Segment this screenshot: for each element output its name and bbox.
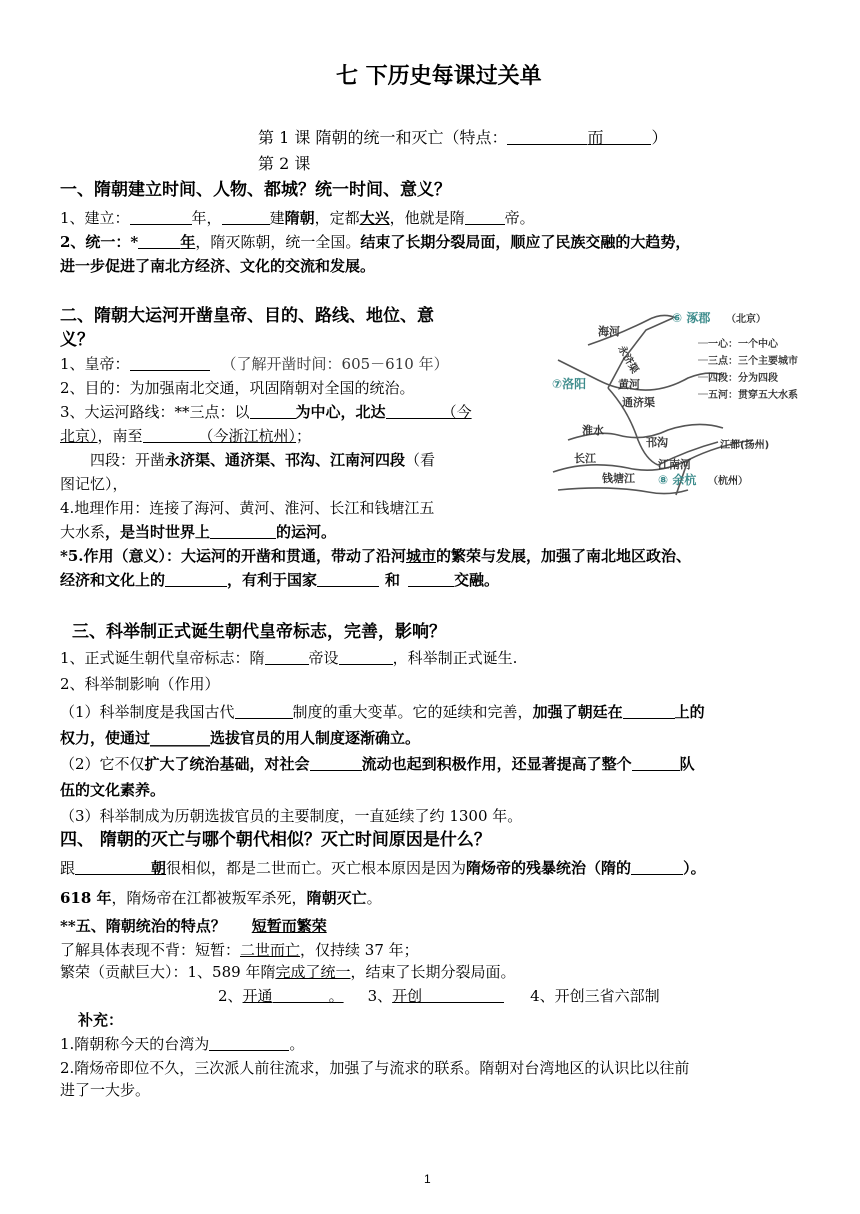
s2-line-7: 4.地理作用：连接了海河、黄河、淮河、长江和钱塘江五 <box>60 499 435 517</box>
s2-line-6: 图记忆）， <box>60 475 128 493</box>
supplement-line-1 <box>60 1034 304 1054</box>
text: （了解开凿时间：605－610 年） <box>221 355 449 373</box>
s4-line-1 <box>60 858 706 878</box>
blank <box>130 354 210 371</box>
text: 4、开创三省六部制 <box>530 987 660 1005</box>
s2-line-8 <box>60 522 336 542</box>
text: 2、 <box>218 987 243 1005</box>
blank <box>210 522 276 539</box>
grand-canal-map <box>548 300 836 500</box>
text: 跟 <box>60 859 76 877</box>
text: 流动也起到积极作用，还显著提高了整个 <box>361 755 632 773</box>
section-4-heading: 四、 隋朝的灭亡与哪个朝代相似？灭亡时间原因是什么？ <box>60 830 491 850</box>
section-2-heading: 二、隋朝大运河开凿皇帝、目的、路线、地位、意 <box>60 306 434 326</box>
text: （今 <box>441 403 472 421</box>
text: 和 <box>385 571 401 589</box>
text: 完成了统一 <box>275 963 351 981</box>
s3-para-1-cont: 权力，使通过________选拔官员的用人制度逐渐确立。 <box>60 729 421 747</box>
text: 结束了长期分裂局面，顺应了民族交融的大趋势， <box>360 233 691 251</box>
lesson-1-mid: 而 <box>587 128 604 147</box>
s2-line-9 <box>60 546 691 566</box>
blank <box>235 702 293 719</box>
s4-line-2 <box>60 888 382 908</box>
text: **五、隋朝统治的特点？ <box>60 917 226 935</box>
text: 交融。 <box>454 571 500 589</box>
text: 1、正式诞生朝代皇帝标志：隋 <box>60 649 265 667</box>
blank <box>386 402 442 419</box>
text: 为中心，北达 <box>295 403 386 421</box>
text: 制度的重大变革。它的延续和完善， <box>292 703 533 721</box>
text: 队 <box>679 755 695 773</box>
supplement-heading: 补充： <box>78 1011 124 1029</box>
text: 2、统一：* <box>60 233 139 251</box>
blank <box>631 858 683 875</box>
s1-line-1 <box>60 208 535 228</box>
text: 开通 <box>242 987 273 1005</box>
text: 上的 <box>674 703 705 721</box>
text: 很相似，都是二世而亡。灭亡根本原因是因为 <box>166 859 467 877</box>
map-label-jiangdu: 江都(扬州) <box>720 440 770 451</box>
text: ； <box>296 427 312 445</box>
s2-line-4 <box>60 426 311 446</box>
map-label-huanghe: 黄河 <box>618 378 640 391</box>
map-label-yuhang: ⑧ 余杭 <box>658 473 697 487</box>
text: 开创 <box>392 987 423 1005</box>
text: ，是当时世界上 <box>105 523 211 541</box>
page-title: 七 下历史每课过关单 <box>336 63 542 89</box>
qiantang-river-line <box>558 488 688 494</box>
map-label-huaishui: 淮水 <box>582 424 604 437</box>
lesson-1-text: 第 1 课 隋朝的统一和灭亡（特点： <box>258 128 508 147</box>
text: 1.隋朝称今天的台湾为 <box>60 1035 210 1053</box>
blank <box>408 570 454 587</box>
text: 永济渠、通济渠、邗沟、江南河四段 <box>165 451 406 469</box>
section-5-answer: 短暂而繁荣 <box>251 917 327 935</box>
blank <box>632 754 680 771</box>
text: 帝。 <box>504 209 535 227</box>
map-label-changjiang: 长江 <box>574 452 596 465</box>
s3-para-3: （3）科举制成为历朝选拔官员的主要制度，一直延续了约 1300 年。 <box>60 807 523 825</box>
text: ，结束了长期分裂局面。 <box>350 963 516 981</box>
text: （1）科举制度是我国古代 <box>60 703 235 721</box>
map-label-zhuojun: ⑥ 涿郡 <box>672 311 711 325</box>
supplement-line-3: 进了一大步。 <box>60 1081 151 1099</box>
text: ，隋灭陈朝，统一全国。 <box>195 233 361 251</box>
text: ，南至 <box>97 427 143 445</box>
s3-para-2 <box>60 754 695 774</box>
text: 年 <box>180 233 196 251</box>
text: ，科举制正式诞生. <box>392 649 518 667</box>
text: *5.作用（意义）：大运河的开凿和贯通，带动了沿河 <box>60 547 407 565</box>
text: 隋炀帝的残暴统治（隋的 <box>466 859 632 877</box>
text: ）。 <box>683 859 706 877</box>
text: 年， <box>191 209 222 227</box>
s1-line-3: 进一步促进了南北方经济、文化的交流和发展。 <box>60 257 376 275</box>
text: 3、 <box>367 987 393 1005</box>
text: 1、皇帝： <box>60 355 130 373</box>
map-label-beijing: （北京） <box>726 314 766 325</box>
text: 加强了朝廷在 <box>532 703 623 721</box>
map-legend-3: 四段：分为四段 <box>708 373 778 384</box>
text: 大水系 <box>60 523 106 541</box>
map-label-qiantangjiang: 钱塘江 <box>602 472 635 485</box>
blank <box>339 648 393 665</box>
supplement-line-2: 2.隋炀帝即位不久，三次派人前往流求，加强了与流求的联系。隋朝对台湾地区的认识比以往前 <box>60 1059 690 1077</box>
text: （看 <box>405 451 436 469</box>
map-legend-1: 一心：一个中心 <box>708 339 778 350</box>
text: ，他就是隋 <box>389 209 465 227</box>
text: ，仅持续 37 年； <box>300 941 419 959</box>
text: 。 <box>366 889 382 907</box>
text: （今浙江杭州） <box>198 427 297 445</box>
text: 的运河。 <box>276 523 337 541</box>
blank <box>507 128 587 145</box>
blank <box>222 208 270 225</box>
blank <box>75 858 151 875</box>
text: （2）它不仅 <box>60 755 145 773</box>
lesson-2-line: 第 2 课 <box>258 154 311 173</box>
s5-line-3 <box>218 986 660 1006</box>
s3-para-2-cont: 伍的文化素养。 <box>60 781 166 799</box>
text: 城市 <box>406 547 437 565</box>
s2-line-5 <box>90 450 435 470</box>
blank <box>143 426 199 443</box>
map-label-haihe: 海河 <box>598 325 620 338</box>
blank <box>623 702 675 719</box>
s1-line-2 <box>60 232 690 252</box>
blank <box>603 128 651 145</box>
text: 隋朝灭亡 <box>306 889 367 907</box>
blank <box>209 1034 289 1051</box>
text: 繁荣（贡献巨大）：1、589 年隋 <box>60 963 276 981</box>
text: ，有利于国家 <box>227 571 318 589</box>
map-label-tongjiqu: 通济渠 <box>622 396 655 409</box>
text: 帝设 <box>308 649 339 667</box>
section-1-heading: 一、隋朝建立时间、人物、都城？统一时间、意义？ <box>60 180 451 200</box>
blank <box>138 232 180 249</box>
map-legend-2: 三点：三个主要城市 <box>708 356 798 367</box>
text: 。 <box>328 987 344 1005</box>
text: 朝 <box>151 859 167 877</box>
blank <box>130 208 192 225</box>
section-5-heading <box>60 916 327 936</box>
blank <box>317 570 379 587</box>
blank <box>310 754 362 771</box>
section-3-heading: 三、科举制正式诞生朝代皇帝标志，完善，影响？ <box>72 622 446 642</box>
lesson-1-line <box>258 128 667 148</box>
section-2-heading-cont: 义？ <box>60 330 94 350</box>
text: ，定都 <box>314 209 360 227</box>
text: 了解具体表现不背：短暂： <box>60 941 241 959</box>
map-label-yongjiqu: 永济渠 <box>615 344 640 376</box>
text: 618 年 <box>60 889 112 907</box>
page-number: 1 <box>424 1172 431 1186</box>
lesson-1-end: ） <box>651 128 668 147</box>
blank <box>250 402 296 419</box>
s2-line-2: 2、目的：为加强南北交通，巩固隋朝对全国的统治。 <box>60 379 415 397</box>
text: 大兴 <box>359 209 390 227</box>
map-label-luoyang: ⑦洛阳 <box>552 377 587 391</box>
text: 建 <box>269 209 285 227</box>
s2-line-1 <box>60 354 449 374</box>
text: ，隋炀帝在江都被叛军杀死， <box>111 889 307 907</box>
s3-para-1 <box>60 702 705 722</box>
blank <box>265 648 309 665</box>
text: 的繁荣与发展，加强了南北地区政治、 <box>436 547 692 565</box>
s3-line-1 <box>60 648 517 668</box>
text: 隋朝 <box>284 209 315 227</box>
blank <box>273 986 329 1003</box>
s5-line-2 <box>60 962 515 982</box>
blank <box>165 570 227 587</box>
text: 经济和文化上的 <box>60 571 166 589</box>
text: 3、大运河路线：**三点：以 <box>60 403 250 421</box>
blank <box>465 208 505 225</box>
s3-line-2: 2、科举制影响（作用） <box>60 675 220 693</box>
s5-line-1 <box>60 940 419 960</box>
map-label-hangou: 邗沟 <box>646 436 668 449</box>
s2-line-3 <box>60 402 472 422</box>
text: 1、建立： <box>60 209 130 227</box>
map-legend-4: 五河：贯穿五大水系 <box>708 390 798 401</box>
text: 北京） <box>60 427 98 445</box>
text: 二世而亡 <box>240 941 301 959</box>
map-label-jiangnanhe: 江南河 <box>658 458 691 471</box>
text: 。 <box>289 1035 305 1053</box>
map-label-hangzhou: （杭州） <box>708 476 748 487</box>
text: 四段：开凿 <box>90 451 166 469</box>
blank <box>422 986 504 1003</box>
s2-line-10 <box>60 570 499 590</box>
text: 扩大了统治基础，对社会 <box>144 755 310 773</box>
